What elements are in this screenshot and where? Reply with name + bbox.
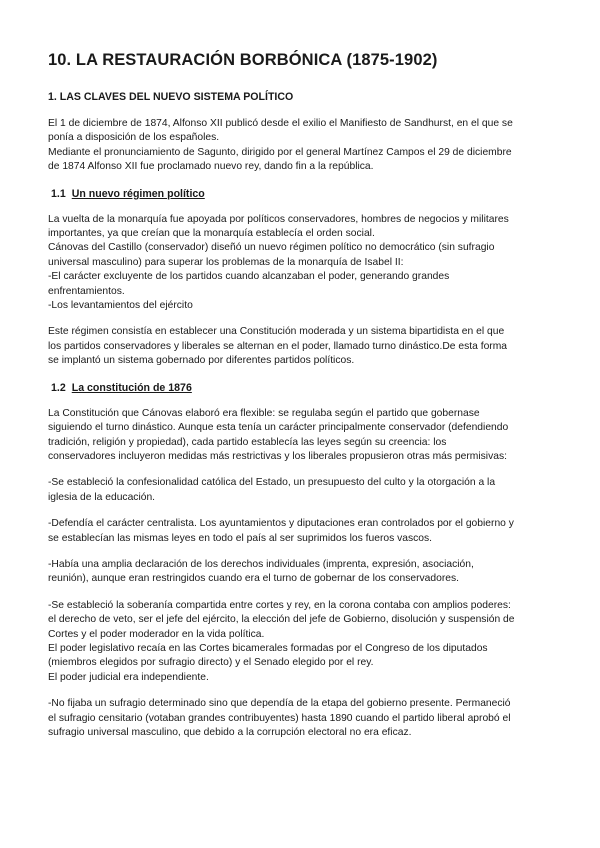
subsection-title: Un nuevo régimen político xyxy=(71,187,205,200)
text-line: Cánovas del Castillo (conservador) diseñó un nuevo régimen político no democrático (sin sufragio xyxy=(48,242,495,254)
text-line: el derecho de veto, ser el jefe del ejército, la elección del jefe de Gobierno, disolución y suspensión de xyxy=(48,614,515,626)
subsection-heading-1-1 xyxy=(51,187,556,201)
section-heading-1: 1. LAS CLAVES DEL NUEVO SISTEMA POLÍTICO xyxy=(48,91,294,103)
text-line: conservadores incluyeron medidas más restrictivas y los liberales propusieron otras más permisivas: xyxy=(48,450,507,462)
text-line: se establecían las mismas leyes en todo el país al ser suprimidos los fueros vascos. xyxy=(48,532,433,544)
text-line: siguiendo el turno dinástico. Aunque esta tenía un carácter principalmente conservador (defendiendo xyxy=(48,422,509,434)
sub1-1-paragraph-2 xyxy=(48,325,556,368)
text-line: -Había una amplia declaración de los derechos individuales (imprenta, expresión, asociación, xyxy=(48,558,474,570)
subsection-title: La constitución de 1876 xyxy=(71,381,192,394)
text-line: El 1 de diciembre de 1874, Alfonso XII publicó desde el exilio el Manifiesto de Sandhurst, en el que se xyxy=(48,118,513,129)
text-line: El poder legislativo recaía en las Cortes bicamerales formadas por el Congreso de los diputados xyxy=(48,642,488,654)
text-line: importantes, ya que creían que la monarquía establecía el orden social. xyxy=(48,228,375,240)
text-line: se implantó un sistema gobernado por diferentes partidos políticos. xyxy=(48,355,355,367)
text-line: reunión), aunque eran restringidos cuando era el turno de gobernar de los conservadores. xyxy=(48,573,459,585)
text-line: El poder judicial era independiente. xyxy=(48,671,209,683)
text-line: sufragio universal masculino, que debido a la corrupción electoral no era eficaz. xyxy=(48,727,412,738)
text-line: universal masculino) para superar los problemas de la monarquía de Isabel II: xyxy=(48,256,404,268)
text-line: ponía a disposición de los españoles. xyxy=(48,132,220,144)
text-line: La Constitución que Cánovas elaboró era flexible: se regulaba según el partido que gobernase xyxy=(48,407,480,419)
text-line: Cortes y el poder moderador en la vida política. xyxy=(48,628,265,640)
text-line: -El carácter excluyente de los partidos cuando alcanzaban el poder, generando grandes xyxy=(48,271,450,283)
sub1-2-paragraph-2 xyxy=(48,476,556,505)
sub1-2-paragraph-5 xyxy=(48,599,556,685)
sub1-2-paragraph-4 xyxy=(48,558,556,587)
sub1-2-paragraph-1 xyxy=(48,407,556,465)
document-title: 10. LA RESTAURACIÓN BORBÓNICA (1875-1902) xyxy=(48,51,438,69)
sub1-2-paragraph-6 xyxy=(48,697,556,740)
text-line: enfrentamientos. xyxy=(48,285,125,297)
text-line: -Se estableció la confesionalidad católica del Estado, un presupuesto del culto y la otorgación a la xyxy=(48,477,496,489)
sub1-2-paragraph-3 xyxy=(48,517,556,546)
text-line: La vuelta de la monarquía fue apoyada por políticos conservadores, hombres de negocios y militares xyxy=(48,213,509,225)
text-line: -No fijaba un sufragio determinado sino que dependía de la etapa del gobierno presente. Permaneció xyxy=(48,698,511,710)
text-line: Este régimen consistía en establecer una Constitución moderada y un sistema bipartidista en el que xyxy=(48,326,505,338)
subsection-number: 1.1 xyxy=(51,187,66,200)
text-line: -Se estableció la soberanía compartida entre cortes y rey, en la corona contaba con amplios poderes: xyxy=(48,599,511,611)
sub1-1-paragraph-1 xyxy=(48,213,556,314)
text-line: -Defendía el carácter centralista. Los ayuntamientos y diputaciones eran controlados por el gobierno y xyxy=(48,518,514,530)
text-line: el sufragio censitario (votaban grandes contribuyentes) hasta 1890 cuando el partido liberal aprobó el xyxy=(48,712,511,724)
text-line: -Los levantamientos del ejército xyxy=(48,300,193,312)
text-line: tradición, religión y propiedad), cada partido establecía las leyes según su creencia: los xyxy=(48,436,447,448)
text-line: (miembros elegidos por sufragio directo) y el Senado elegido por el rey. xyxy=(48,657,374,669)
text-line: Mediante el pronunciamiento de Sagunto, dirigido por el general Martínez Campos el 29 de diciembre xyxy=(48,146,512,158)
text-line: de 1874 Alfonso XII fue proclamado nuevo rey, dando fin a la república. xyxy=(48,161,374,173)
text-line: iglesia de la educación. xyxy=(48,491,156,503)
section1-intro-paragraph xyxy=(48,117,556,175)
subsection-number: 1.2 xyxy=(51,381,66,394)
subsection-heading-1-2 xyxy=(51,381,556,395)
text-line: los partidos conservadores y liberales se alternan en el poder, llamado turno dinástico.De esta forma xyxy=(48,340,508,352)
